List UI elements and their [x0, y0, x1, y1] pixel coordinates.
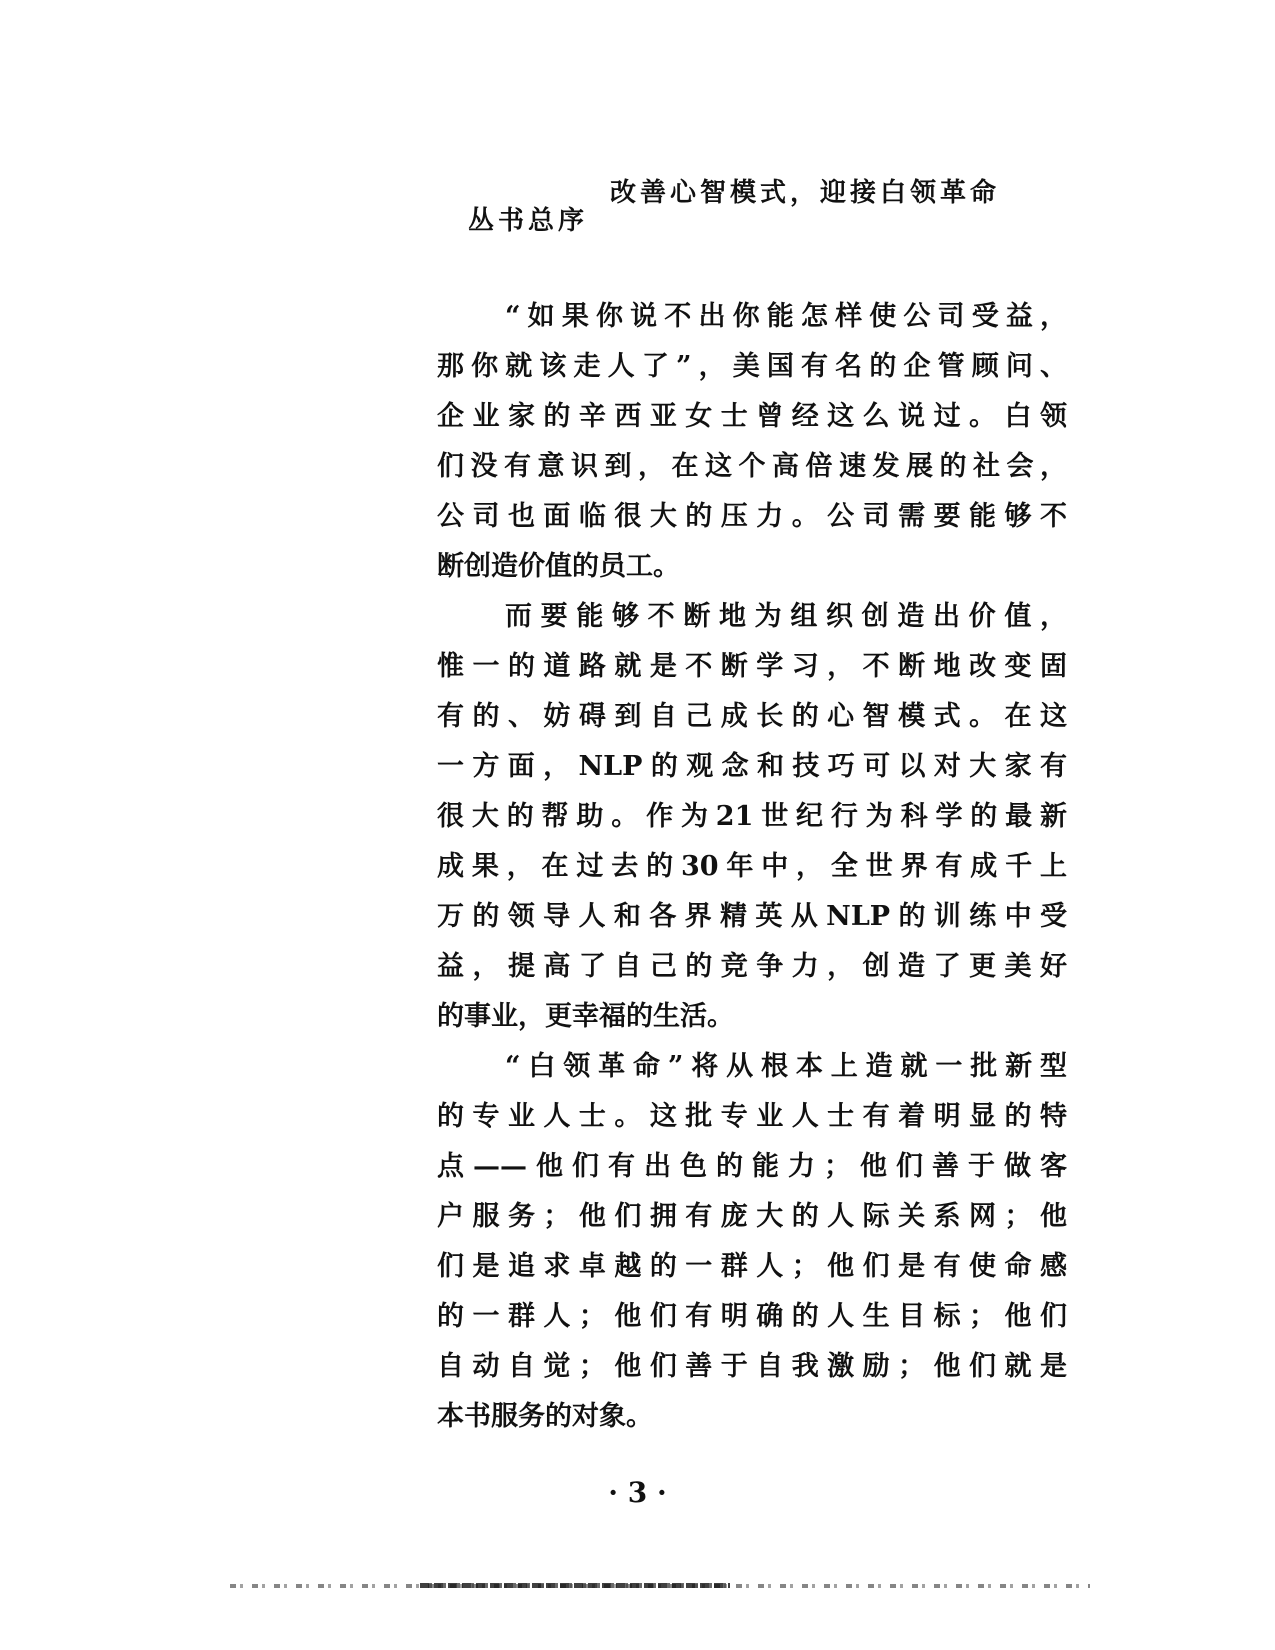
- text-line: 们没有意识到，在这个高倍速发展的社会，: [437, 451, 1067, 482]
- text-line: 益，提高了自己的竞争力，创造了更美好: [437, 951, 1067, 982]
- text-line: 万的领导人和各界精英从NLP的训练中受: [437, 901, 1067, 932]
- text-line: 有的、妨碍到自己成长的心智模式。在这: [437, 701, 1067, 732]
- text-line: 的事业，更幸福的生活。: [437, 1001, 734, 1032]
- text-line: 的专业人士。这批专业人士有着明显的特: [437, 1101, 1067, 1132]
- text-line: 一方面，NLP的观念和技巧可以对大家有: [437, 751, 1067, 782]
- text-line: 那你就该走人了”，美国有名的企管顾问、: [437, 351, 1067, 382]
- text-line: “白领革命”将从根本上造就一批新型: [505, 1051, 1067, 1082]
- text-line: 断创造价值的员工。: [437, 551, 680, 582]
- text-line: 户服务；他们拥有庞大的人际关系网；他: [437, 1201, 1067, 1232]
- text-line: 惟一的道路就是不断学习，不断地改变固: [437, 651, 1067, 682]
- text-line: “如果你说不出你能怎样使公司受益，: [505, 301, 1067, 332]
- preface-body: [437, 292, 1067, 1442]
- text-line: 的一群人；他们有明确的人生目标；他们: [437, 1301, 1067, 1332]
- text-line: 自动自觉；他们善于自我激励；他们就是: [437, 1351, 1067, 1382]
- text-line: 而要能够不断地为组织创造出价值，: [505, 601, 1067, 632]
- page-number: · 3 ·: [608, 1476, 667, 1509]
- scan-artifact-line: [420, 1583, 730, 1588]
- text-line: 本书服务的对象。: [437, 1401, 653, 1432]
- text-line: 成果，在过去的30年中，全世界有成千上: [437, 851, 1067, 882]
- text-line: 点——他们有出色的能力；他们善于做客: [437, 1151, 1067, 1182]
- text-line: 企业家的辛西亚女士曾经这么说过。白领: [437, 401, 1067, 432]
- text-line: 很大的帮助。作为21世纪行为科学的最新: [437, 801, 1067, 832]
- text-line: 公司也面临很大的压力。公司需要能够不: [437, 501, 1067, 532]
- text-line: 们是追求卓越的一群人；他们是有使命感: [437, 1251, 1067, 1282]
- series-subtitle: 改善心智模式，迎接白领革命: [610, 178, 1001, 208]
- series-preface-title: 丛书总序: [468, 206, 589, 236]
